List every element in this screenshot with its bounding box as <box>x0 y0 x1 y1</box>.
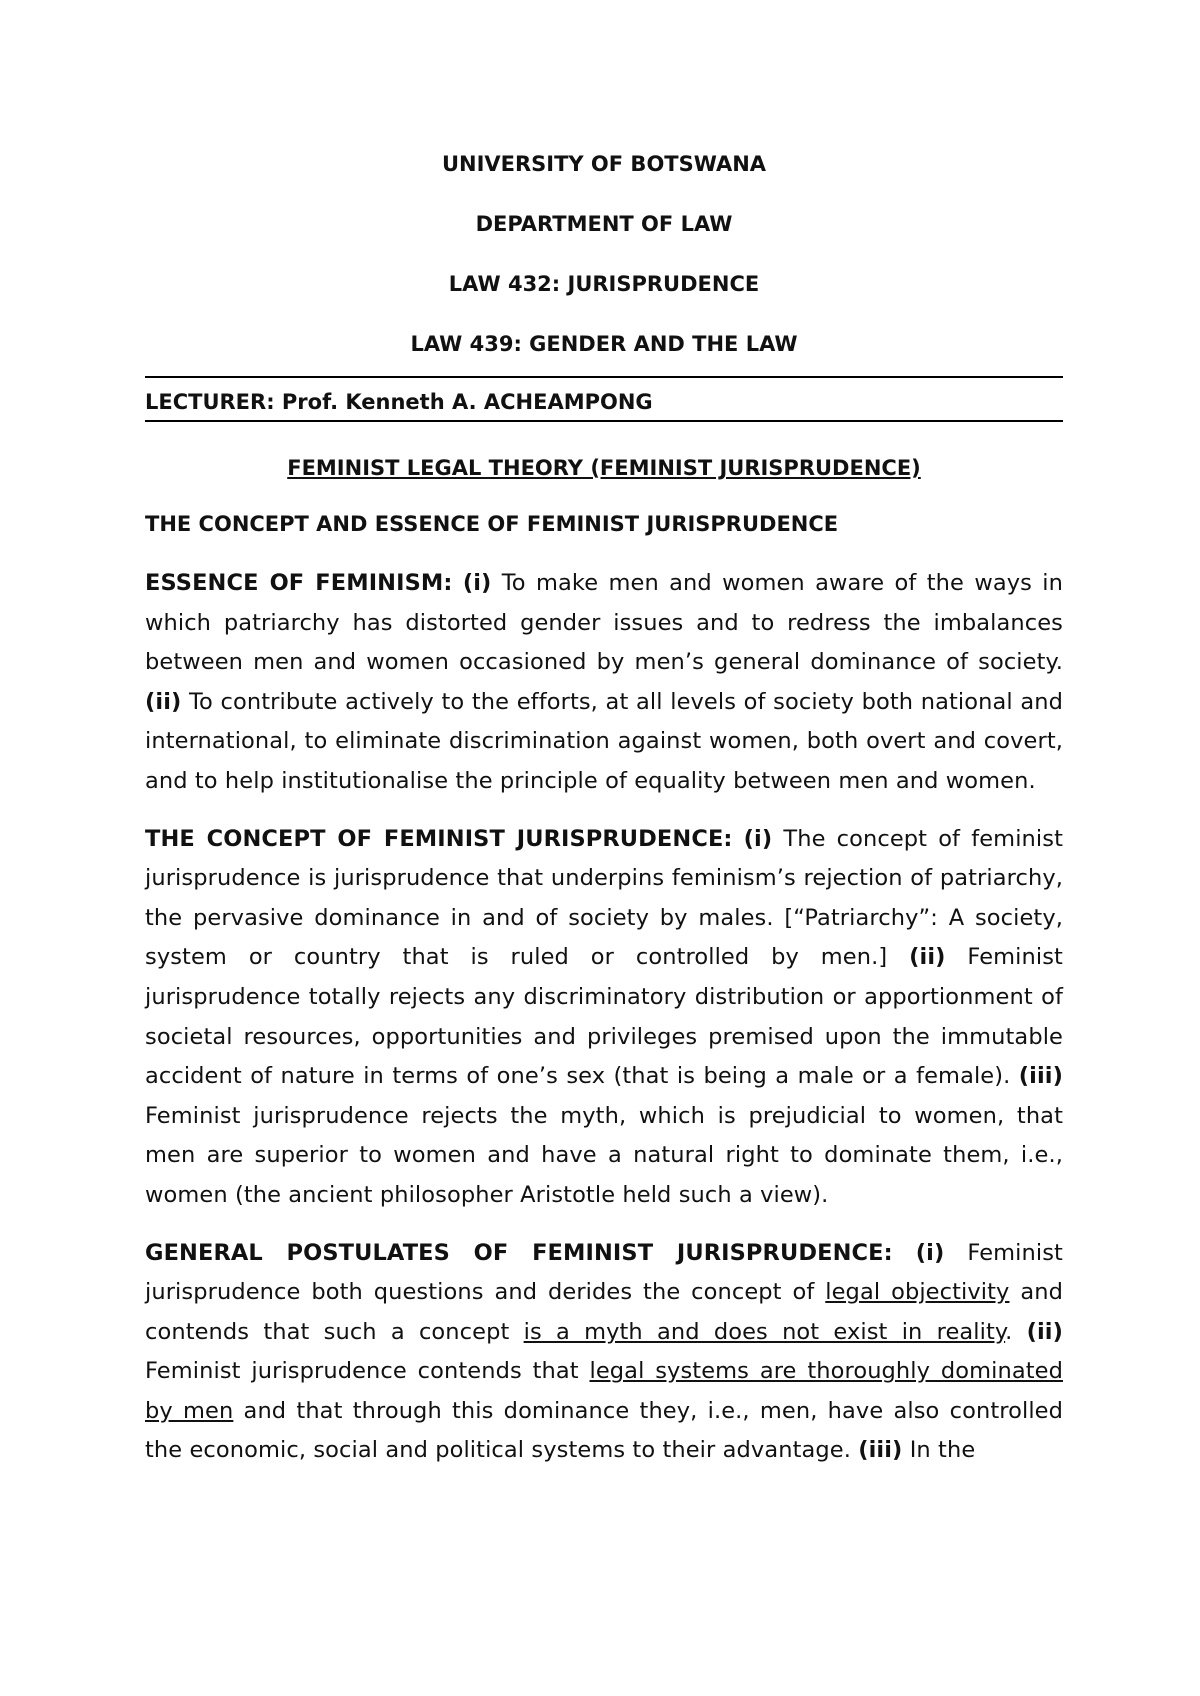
bottom-rule <box>145 420 1063 422</box>
course-gender-law: LAW 439: GENDER AND THE LAW <box>410 332 798 356</box>
postulates-text-iii: In the <box>902 1437 976 1464</box>
concept-text-ii: Feminist jurisprudence totally rejects any discriminatory distribution or apportionment of societal resources, opportunities and privileges premised upon the immutable accident of nature in terms of one’s sex (that is being a male or a female). <box>145 944 1063 1090</box>
department-name: DEPARTMENT OF LAW <box>475 212 733 236</box>
concept-heading: THE CONCEPT OF FEMINIST JURISPRUDENCE: <box>145 825 733 852</box>
course-jurisprudence: LAW 432: JURISPRUDENCE <box>448 272 760 296</box>
document-page <box>145 150 1063 1489</box>
concept-text-i: The concept of feminist jurisprudence is jurisprudence that underpins feminism’s rejection of patriarchy, the pervasive dominance in and of society by males. [“Patriarchy”: A society, system or country that is ruled or controlled by men.] <box>145 825 1063 971</box>
concept-marker-i: (i) <box>743 825 773 852</box>
postulates-heading: GENERAL POSTULATES OF FEMINIST JURISPRUDENCE: <box>145 1239 893 1266</box>
underlined-legal-systems-phrase: legal systems are thoroughly dominated by men <box>145 1358 1063 1424</box>
postulates-marker-ii: (ii) <box>1026 1318 1064 1345</box>
essence-text-ii: To contribute actively to the efforts, at all levels of society both national and international, to eliminate discrimination against women, both overt and covert, and to help institutionalise the principle of equality between men and women. <box>145 688 1063 794</box>
university-name: UNIVERSITY OF BOTSWANA <box>441 152 767 176</box>
document-title: FEMINIST LEGAL THEORY (FEMINIST JURISPRUDENCE) <box>287 456 921 480</box>
section-subtitle: THE CONCEPT AND ESSENCE OF FEMINIST JURISPRUDENCE <box>145 512 839 536</box>
essence-marker-i: (i) <box>462 570 492 596</box>
underlined-myth-phrase: is a myth and does not exist in reality <box>523 1318 1006 1345</box>
postulates-paragraph <box>145 1234 1063 1472</box>
postulates-text-i-c: . <box>1005 1318 1027 1345</box>
concept-marker-iii: (iii) <box>1018 1063 1063 1090</box>
underlined-legal-objectivity: legal objectivity <box>825 1279 1010 1306</box>
essence-heading: ESSENCE OF FEMINISM: <box>145 570 453 596</box>
postulates-text-ii-b: and that through this dominance they, i.e., men, have also controlled the economic, social and political systems to their advantage. <box>145 1397 1063 1464</box>
postulates-text-ii-a: Feminist jurisprudence contends that <box>145 1358 590 1385</box>
postulates-text-i-b: and contends that such a concept <box>145 1279 1063 1345</box>
lecturer-line: LECTURER: Prof. Kenneth A. ACHEAMPONG <box>145 390 653 414</box>
postulates-text-i-a: Feminist jurisprudence both questions and derides the concept of <box>145 1239 1063 1306</box>
concept-text-iii: Feminist jurisprudence rejects the myth, which is prejudicial to women, that men are superior to women and have a natural right to dominate them, i.e., women (the ancient philosopher Aristotle held such a view). <box>145 1102 1063 1208</box>
concept-paragraph <box>145 820 1063 1216</box>
concept-marker-ii: (ii) <box>909 944 946 971</box>
postulates-marker-i: (i) <box>915 1239 945 1266</box>
essence-text-i: To make men and women aware of the ways in which patriarchy has distorted gender issues and to redress the imbalances between men and women occasioned by men’s general dominance of society. <box>145 570 1063 676</box>
postulates-marker-iii: (iii) <box>858 1437 903 1464</box>
essence-paragraph <box>145 564 1063 802</box>
essence-marker-ii: (ii) <box>145 688 182 715</box>
